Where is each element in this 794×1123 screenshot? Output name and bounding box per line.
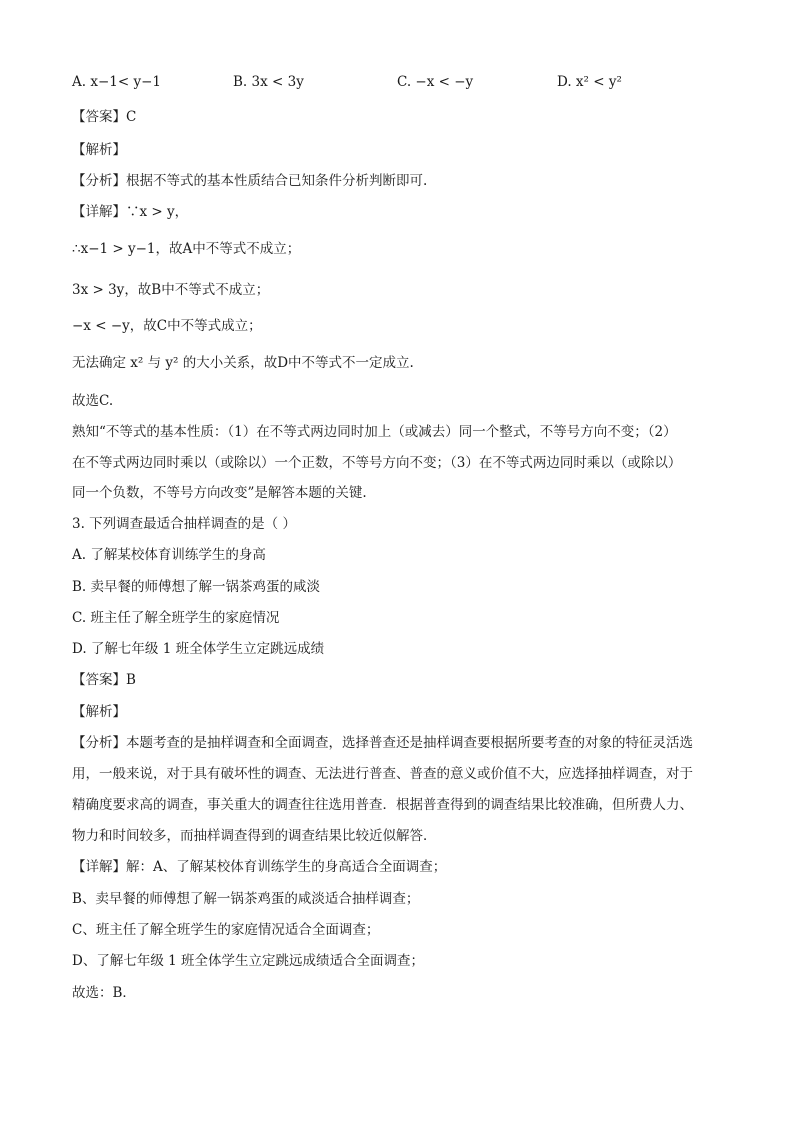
q3-analysis-title: 【解析】 xyxy=(72,704,126,720)
q2-answer: 【答案】C xyxy=(72,109,137,125)
q2-option-c: C. −x < −y xyxy=(397,74,474,90)
q2-note-line-3: 同一个负数，不等号方向改变”是解答本题的关键. xyxy=(72,485,367,501)
q2-conclusion: 故选C. xyxy=(72,393,114,409)
q2-step4: 无法确定 x² 与 y² 的大小关系，故D中不等式不一定成立. xyxy=(72,355,414,371)
q3-detail-line-2: B、卖早餐的师傅想了解一锅茶鸡蛋的咸淡适合抽样调查； xyxy=(72,891,420,907)
q2-step3: −x < −y，故C中不等式成立； xyxy=(72,318,262,334)
q3-detail-line-4: D、了解七年级 1 班全体学生立定跳远成绩适合全面调查； xyxy=(72,953,424,969)
q2-step2: 3x > 3y，故B中不等式不成立； xyxy=(72,282,270,298)
q3-answer: 【答案】B xyxy=(72,672,136,688)
q2-option-a: A. x−1< y−1 xyxy=(72,74,161,90)
q3-detail-line-1: 【详解】解：A、了解某校体育训练学生的身高适合全面调查； xyxy=(72,859,447,875)
q3-fenxi-line-4: 物力和时间较多，而抽样调查得到的调查结果比较近似解答． xyxy=(72,828,437,844)
q2-option-d: D. x² < y² xyxy=(557,74,622,90)
q2-xiangjie: 【详解】∵x > y， xyxy=(72,204,189,220)
q3-conclusion: 故选：B． xyxy=(72,985,136,1001)
q3-detail-line-3: C、班主任了解全班学生的家庭情况适合全面调查； xyxy=(72,922,380,938)
q3-fenxi-line-2: 用，一般来说，对于具有破坏性的调查、无法进行普查、普查的意义或价值不大，应选择抽样调查，对于 xyxy=(72,766,693,782)
q3-option-c: C. 班主任了解全班学生的家庭情况 xyxy=(72,610,280,626)
q2-note-line-1: 熟知“不等式的基本性质：（1）在不等式两边同时加上（或减去）同一个整式，不等号方向不变；（2） xyxy=(72,424,677,440)
q3-option-b: B. 卖早餐的师傅想了解一锅茶鸡蛋的咸淡 xyxy=(72,579,321,595)
q2-fenxi: 【分析】根据不等式的基本性质结合已知条件分析判断即可. xyxy=(72,173,428,189)
q3-question: 3. 下列调查最适合抽样调查的是（ ） xyxy=(72,516,296,532)
q3-fenxi-line-1: 【分析】本题考查的是抽样调查和全面调查，选择普查还是抽样调查要根据所要考查的对象的特征灵活选 xyxy=(72,735,693,751)
q2-option-b: B. 3x < 3y xyxy=(233,74,304,90)
q2-analysis-title: 【解析】 xyxy=(72,142,126,158)
q2-note-line-2: 在不等式两边同时乘以（或除以）一个正数，不等号方向不变；（3）在不等式两边同时乘以（或除以） xyxy=(72,455,682,471)
q2-step1: ∴x−1 > y−1，故A中不等式不成立； xyxy=(72,241,301,257)
q3-option-a: A. 了解某校体育训练学生的身高 xyxy=(72,547,266,563)
q3-fenxi-line-3: 精确度要求高的调查，事关重大的调查往往选用普查．根据普查得到的调查结果比较准确，但所费人力、 xyxy=(72,797,693,813)
q3-option-d: D. 了解七年级 1 班全体学生立定跳远成绩 xyxy=(72,641,325,657)
